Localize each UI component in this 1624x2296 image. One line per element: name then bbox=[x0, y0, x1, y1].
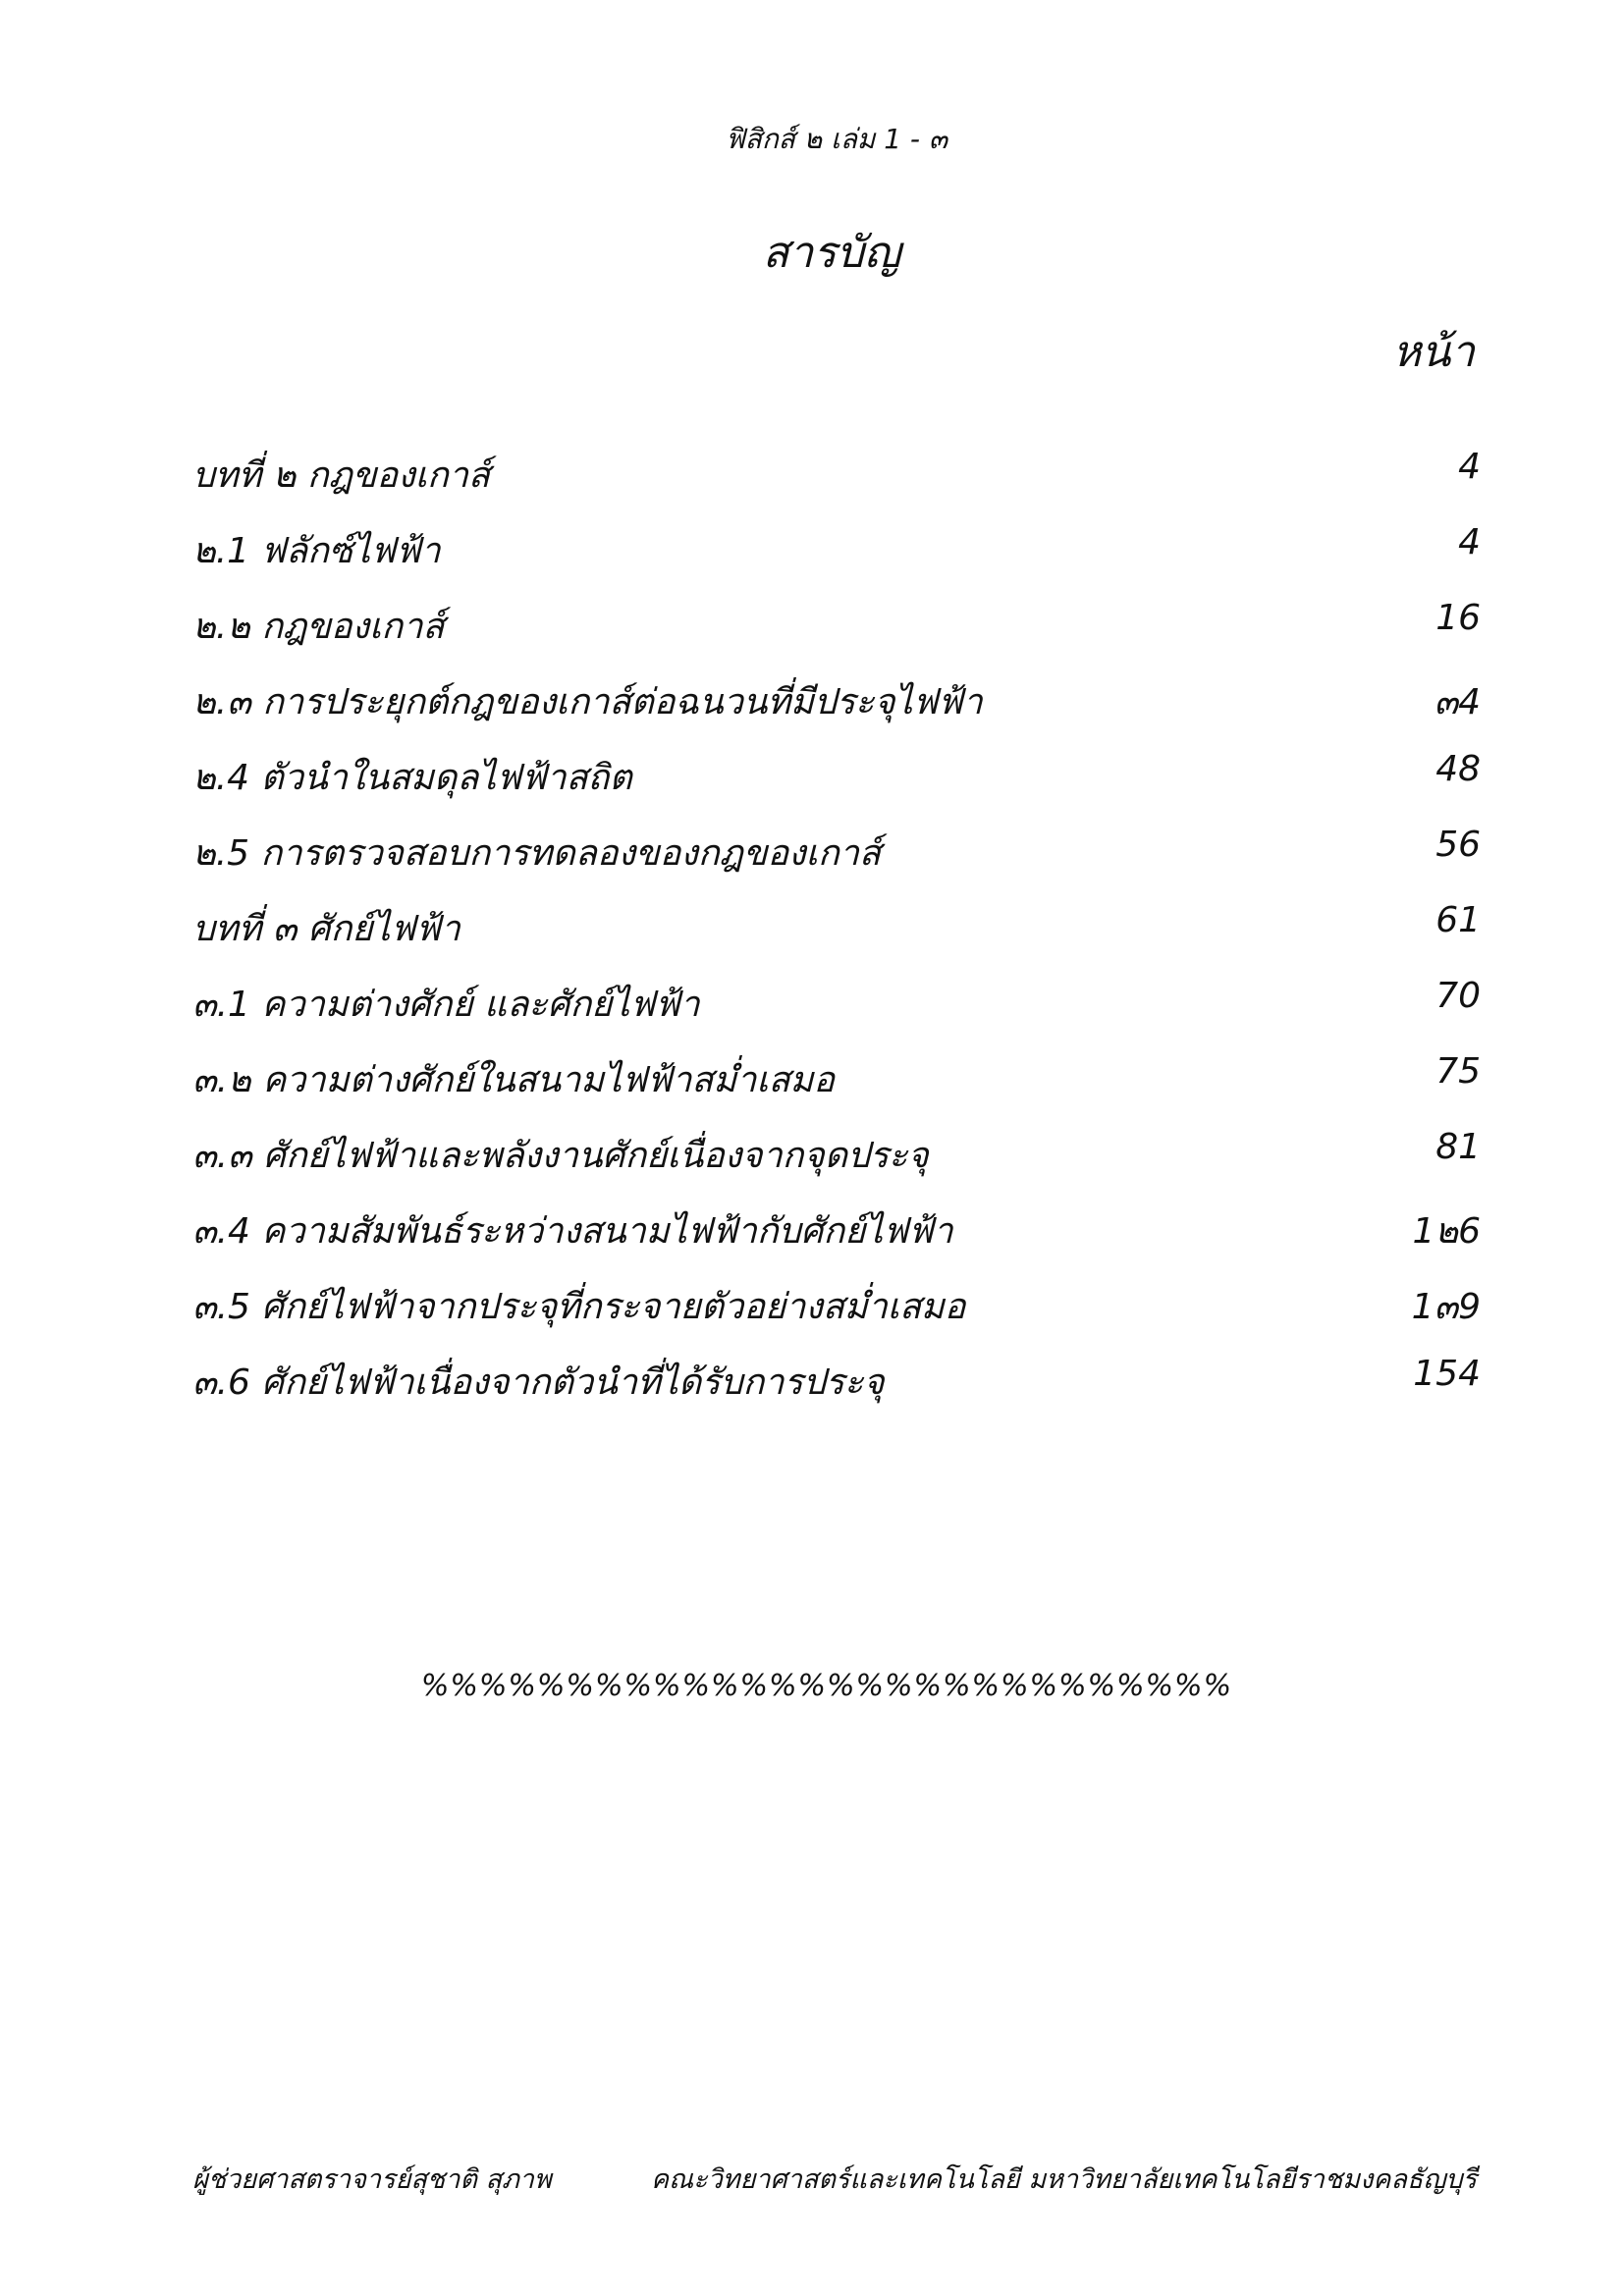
toc-entry-page: 4 bbox=[1458, 447, 1481, 487]
toc-entry-label: ๒.4 ตัวนำในสมดุลไฟฟ้าสถิต bbox=[192, 758, 632, 798]
toc-entry bbox=[192, 673, 1481, 749]
toc-entry-label: บทที่ ๓ ศักย์ไฟฟ้า bbox=[192, 909, 460, 949]
toc-entry-label: ๒.๓ การประยุกต์กฎของเกาส์ต่อฉนวนที่มีประจุไฟฟ้า bbox=[192, 682, 983, 722]
toc-entry-page: 56 bbox=[1435, 825, 1481, 865]
toc-entry-label: บทที่ ๒ กฎของเกาส์ bbox=[192, 455, 490, 496]
toc-entry-label: ๓.๒ ความต่างศักย์ในสนามไฟฟ้าสม่ำเสมอ bbox=[192, 1060, 835, 1100]
page-column-heading: หน้า bbox=[1392, 327, 1475, 377]
toc-entry-page: 61 bbox=[1435, 900, 1481, 940]
toc-entry-page: 16 bbox=[1435, 598, 1481, 638]
toc-entry bbox=[192, 1354, 1481, 1429]
toc-entry-label: ๓.๓ ศักย์ไฟฟ้าและพลังงานศักย์เนื่องจากจุดประจุ bbox=[192, 1136, 929, 1176]
toc-entry-page: 1๓9 bbox=[1411, 1287, 1481, 1327]
footer-author: ผู้ช่วยศาสตราจารย์สุชาติ สุภาพ bbox=[192, 2164, 552, 2195]
toc-entry-page: 81 bbox=[1435, 1127, 1481, 1167]
toc-entry bbox=[192, 447, 1481, 522]
running-header: ฟิสิกส์ ๒ เล่ม 1 - ๓ bbox=[725, 123, 948, 155]
toc-entry-label: ๓.6 ศักย์ไฟฟ้าเนื่องจากตัวนำที่ได้รับการประจุ bbox=[192, 1362, 885, 1403]
footer-institution: คณะวิทยาศาสตร์และเทคโนโลยี มหาวิทยาลัยเทคโนโลยีราชมงคลธัญบุรี bbox=[651, 2164, 1477, 2195]
toc-entry bbox=[192, 900, 1481, 976]
toc-entry bbox=[192, 522, 1481, 598]
page-title: สารบัญ bbox=[762, 228, 901, 278]
toc-entry bbox=[192, 1278, 1481, 1354]
toc-entry-label: ๓.1 ความต่างศักย์ และศักย์ไฟฟ้า bbox=[192, 985, 700, 1025]
toc-entry bbox=[192, 825, 1481, 900]
toc-entry-page: 75 bbox=[1435, 1051, 1481, 1092]
toc-entry-page: 48 bbox=[1435, 749, 1481, 789]
toc-entry-label: ๓.5 ศักย์ไฟฟ้าจากประจุที่กระจายตัวอย่างสม่ำเสมอ bbox=[192, 1287, 966, 1327]
toc-entry-page: ๓4 bbox=[1434, 682, 1481, 722]
toc-entry bbox=[192, 598, 1481, 673]
toc-entry bbox=[192, 1127, 1481, 1202]
toc-entry-label: ๒.1 ฟลักซ์ไฟฟ้า bbox=[192, 531, 441, 571]
toc-entry-page: 70 bbox=[1435, 976, 1481, 1016]
toc-entry bbox=[192, 976, 1481, 1051]
toc-entry-label: ๓.4 ความสัมพันธ์ระหว่างสนามไฟฟ้ากับศักย์ไฟฟ้า bbox=[192, 1211, 953, 1252]
toc-entry-label: ๒.๒ กฎของเกาส์ bbox=[192, 607, 445, 647]
table-of-contents bbox=[192, 447, 1481, 1429]
toc-entry bbox=[192, 749, 1481, 825]
toc-entry-page: 154 bbox=[1413, 1354, 1481, 1394]
toc-entry-page: 4 bbox=[1458, 522, 1481, 562]
toc-entry bbox=[192, 1051, 1481, 1127]
toc-entry-page: 1๒6 bbox=[1412, 1211, 1481, 1252]
toc-entry-label: ๒.5 การตรวจสอบการทดลองของกฎของเกาส์ bbox=[192, 833, 881, 874]
section-separator: %%%%%%%%%%%%%%%%%%%%%%%%%%%% bbox=[420, 1669, 1233, 1703]
toc-entry bbox=[192, 1202, 1481, 1278]
